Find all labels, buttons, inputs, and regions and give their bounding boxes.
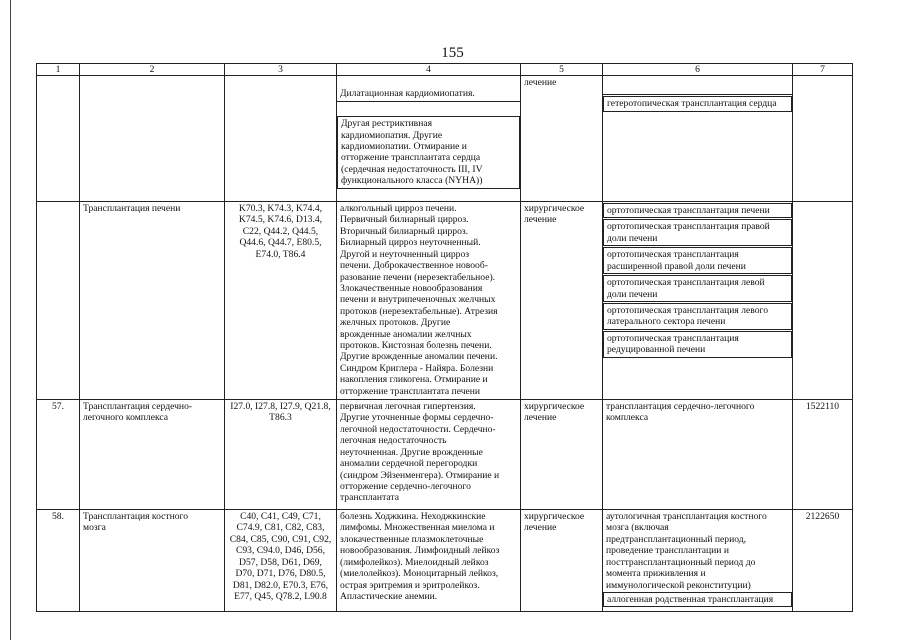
treatment-type: лечение — [521, 76, 603, 202]
methods-cell — [603, 95, 793, 202]
procedure-name — [80, 76, 225, 202]
methods-cell — [603, 202, 793, 400]
icd-codes — [225, 76, 337, 202]
row-number — [37, 202, 80, 400]
price: 1522110 — [793, 400, 853, 510]
header-row — [37, 64, 853, 76]
col-header-5: 5 — [521, 64, 603, 76]
col-header-7: 7 — [793, 64, 853, 76]
treatment-type: хирургическое лечение — [521, 400, 603, 510]
icd-codes: C40, C41, C49, C71, C74.9, C81, C82, C83, C84, C85, C90, C91, C92, C93, C94.0, D46, D56, D57, D58, D61, D69, D70, D71, D76, D80.5, D81, D82.0, E70.3, E76, E77, Q45, Q78.2, L90.8 — [225, 510, 337, 612]
procedure-name: Трансплантация костного мозга — [80, 510, 225, 612]
method-item: ортотопическая трансплантация редуцированной печени — [603, 331, 792, 358]
methods-cell — [603, 510, 793, 612]
col-header-2: 2 — [80, 64, 225, 76]
row-number — [37, 76, 80, 202]
procedures-table — [36, 63, 853, 612]
diagnosis-cell — [337, 76, 521, 202]
method-item: ортотопическая трансплантация расширенной правой доли печени — [603, 247, 792, 274]
treatment-type: хирургическое лечение — [521, 202, 603, 400]
row-number: 58. — [37, 510, 80, 612]
procedure-name: Трансплантация сердечно- легочного комплекса — [80, 400, 225, 510]
diagnosis-text: болезнь Ходжкина. Неходжкинские лимфомы. Множественная миелома и злокачественные плазмоклеточные новообразования. Лимфоидный лейкоз (лимфолейкоз). Миелоидный лейкоз (миелолейкоз). Моноцитарный лейкоз, острая эритремия и эритролейкоз. Апластические анемии. — [337, 510, 521, 612]
diagnosis-text: Другая рестриктивная кардиомиопатия. Другие кардиомиопатии. Отмирание и отторжение трансплантата сердца (сердечная недостаточность III, IV функционального класса (NYHA)) — [337, 116, 520, 188]
methods-cell — [603, 76, 793, 95]
diagnosis-text: Дилатационная кардиомиопатия. — [337, 88, 520, 101]
table-row — [37, 510, 853, 612]
method-item: гетеротопическая трансплантация сердца — [603, 96, 792, 111]
method-item: ортотопическая трансплантация левого латерального сектора печени — [603, 303, 792, 330]
method-item: ортотопическая трансплантация правой доли печени — [603, 219, 792, 246]
table-row — [37, 76, 853, 95]
col-header-4: 4 — [337, 64, 521, 76]
method-item: трансплантация сердечно-легочного комплекса — [603, 400, 793, 510]
table-row — [37, 202, 853, 400]
diagnosis-text: алкогольный цирроз печени. Первичный билиарный цирроз. Вторичный билиарный цирроз. Билиарный цирроз неуточненный. Другой и неуточненный цирроз печени. Доброкачественное новооб- разование печени (нерезектабельное). Злокачественные новообразования печени и внутрипеченочных желчных протоков (нерезектабельные). Атрезия желчных протоков. Другие врожденные аномалии желчных протоков. Кистозная болезнь печени. Другие врожденные аномалии печени. Синдром Криглера - Найяра. Болезни накопления гликогена. Отмирание и отторжение трансплантата печени — [337, 202, 521, 400]
method-item: аллогенная родственная трансплантация — [603, 592, 792, 607]
price — [793, 76, 853, 202]
method-item: ортотопическая трансплантация левой доли печени — [603, 275, 792, 302]
method-item: аутологичная трансплантация костного мозга (включая предтрансплантационный период, проведение трансплантации и посттрансплантационный период до момента приживления и иммунологической реконституции) — [606, 511, 767, 591]
treatment-type: хирургическое лечение — [521, 510, 603, 612]
left-margin-rule — [10, 0, 11, 640]
page-number: 155 — [441, 45, 464, 61]
col-header-6: 6 — [603, 64, 793, 76]
row-number: 57. — [37, 400, 80, 510]
col-header-1: 1 — [37, 64, 80, 76]
diagnosis-text: первичная легочная гипертензия. Другие уточненные формы сердечно- легочной недостаточности. Сердечно- легочная недостаточность неуточненная. Другие врожденные аномалии сердечной перегородки (синдром Эйзенменгера). Отмирание и отторжение сердечно-легочного трансплантата — [337, 400, 521, 510]
table-row — [37, 400, 853, 510]
price: 2122650 — [793, 510, 853, 612]
col-header-3: 3 — [225, 64, 337, 76]
icd-codes: K70.3, K74.3, K74.4, K74.5, K74.6, D13.4, C22, Q44.2, Q44.5, Q44.6, Q44.7, E80.5, E74.0, T86.4 — [225, 202, 337, 400]
price — [793, 202, 853, 400]
method-item: ортотопическая трансплантация печени — [603, 203, 792, 218]
procedure-name: Трансплантация печени — [80, 202, 225, 400]
icd-codes: I27.0, I27.8, I27.9, Q21.8, T86.3 — [225, 400, 337, 510]
